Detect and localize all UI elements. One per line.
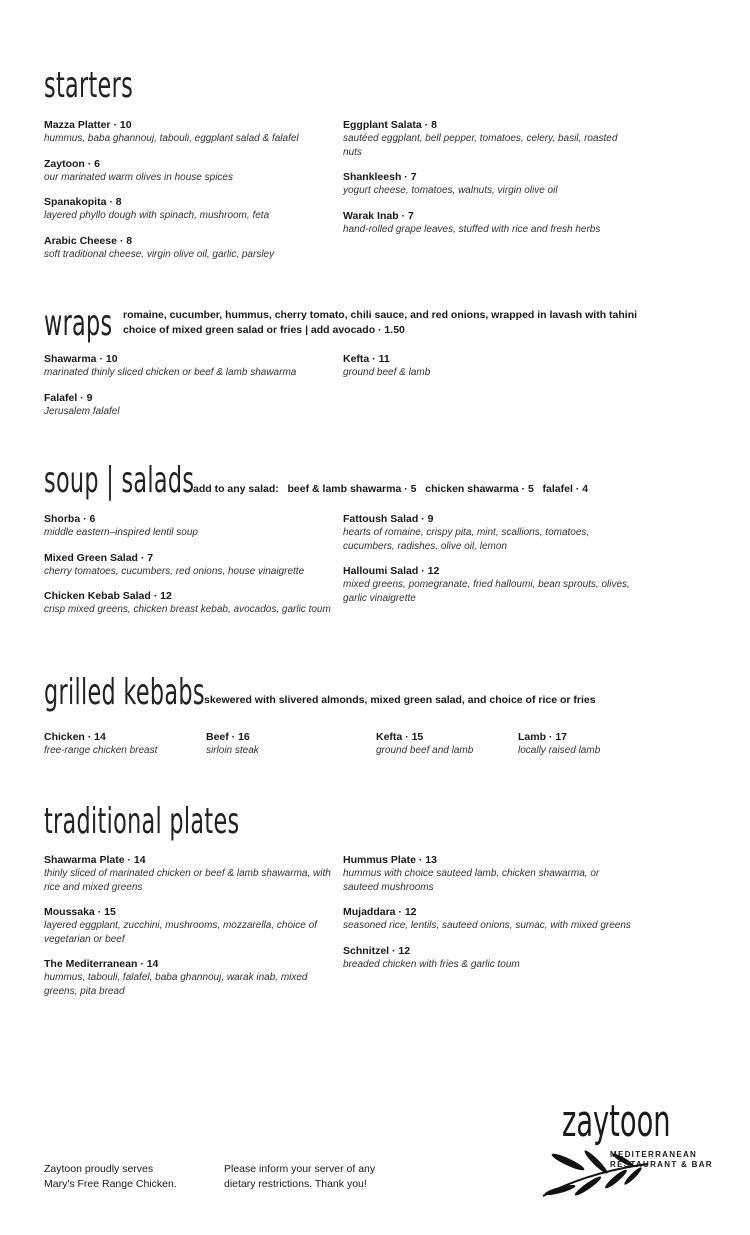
chicken-note-line-1: Zaytoon proudly serves — [44, 1163, 154, 1175]
menu-item-description: Jerusalem falafel — [44, 405, 120, 417]
menu-item-name: Shankleesh · 7 — [343, 171, 417, 183]
menu-item-description: breaded chicken with fries & garlic toum — [343, 958, 520, 970]
menu-item-name: Arabic Cheese · 8 — [44, 234, 133, 247]
menu-item-mixed-green-salad — [44, 551, 334, 579]
menu-item-shawarma-plate — [44, 853, 334, 894]
menu-item-kefta — [376, 730, 536, 758]
menu-item-description: ground beef and lamb — [376, 745, 474, 756]
menu-item-name: Mazza Platter · 10 — [44, 119, 132, 131]
zaytoon-logo — [540, 1096, 720, 1200]
menu-item-description: soft traditional cheese, virgin olive oil, garlic, parsley — [44, 248, 275, 260]
menu-item-name: Halloumi Salad · 12 — [343, 565, 440, 577]
dietary-note — [224, 1162, 375, 1192]
menu-item-description: hearts of romaine, crispy pita, mint, scallions, tomatoes, cucumbers, radishes, olive oil, lemon — [343, 527, 590, 552]
menu-item-description: hummus with choice sauteed lamb, chicken shawarma, or sauteed mushrooms — [343, 868, 600, 893]
menu-item-schnitzel — [343, 944, 633, 972]
chicken-note-line-2: Mary's Free Range Chicken. — [44, 1178, 177, 1190]
menu-item-description: mixed greens, pomegranate, fried halloumi, bean sprouts, olives, garlic vinaigrette — [343, 579, 630, 604]
menu-item-name: Shorba · 6 — [44, 513, 96, 525]
menu-item-name: Chicken · 14 — [44, 731, 106, 743]
menu-item-description: seasoned rice, lentils, sauteed onions, sumac, with mixed greens — [343, 920, 631, 931]
menu-item-name: Chicken Kebab Salad · 12 — [44, 590, 172, 602]
menu-item-name: Beef · 16 — [206, 731, 250, 743]
section-title-traditional-plates: traditional plates — [44, 801, 240, 842]
menu-item-description: free-range chicken breast — [44, 745, 158, 756]
section-title-wraps: wraps — [44, 303, 113, 344]
menu-item-lamb — [518, 730, 678, 758]
olive-branch-icon — [538, 1124, 658, 1204]
salad-addons-note: add to any salad: beef & lamb shawarma · 5 chicken shawarma · 5 falafel · 4 — [193, 483, 589, 495]
menu-item-kefta — [343, 352, 633, 380]
menu-item-name: Mujaddara · 12 — [343, 906, 417, 918]
dietary-note-line-2: dietary restrictions. Thank you! — [224, 1178, 367, 1190]
logo-wordmark: zaytoon — [562, 1096, 671, 1147]
starters-right-column — [343, 118, 633, 247]
menu-item-falafel — [44, 391, 334, 419]
menu-item-name: Kefta · 11 — [343, 353, 390, 365]
menu-item-zaytoon — [44, 157, 334, 185]
chicken-note — [44, 1162, 177, 1192]
menu-item-description: thinly sliced of marinated chicken or beef & lamb shawarma, with rice and mixed greens — [44, 868, 331, 893]
menu-item-name: Shawarma · 10 — [44, 353, 118, 365]
soup-right-column — [343, 512, 633, 616]
soup-left-column — [44, 512, 334, 628]
menu-item-description: yogurt cheese, tomatoes, walnuts, virgin olive oil — [343, 185, 558, 196]
menu-item-fattoush-salad — [343, 512, 633, 553]
menu-item-description: crisp mixed greens, chicken breast kebab, avocados, garlic toum — [44, 604, 331, 615]
menu-item-chicken-kebab-salad — [44, 589, 334, 617]
menu-item-name: Spanakopita · 8 — [44, 196, 122, 208]
menu-item-name: Fattoush Salad · 9 — [343, 513, 434, 525]
menu-item-description: hummus, baba ghannouj, tabouli, eggplant salad & falafel — [44, 133, 299, 144]
menu-item-description: ground beef & lamb — [343, 367, 431, 378]
dietary-note-line-1: Please inform your server of any — [224, 1163, 376, 1175]
menu-item-spanakopita — [44, 195, 334, 223]
menu-item-description: layered eggplant, zucchini, mushrooms, mozzarella, choice of vegetarian or beef — [44, 920, 317, 945]
menu-item-description: sautéed eggplant, bell pepper, tomatoes, celery, basil, roasted nuts — [343, 133, 618, 158]
menu-item-description: locally raised lamb — [518, 745, 601, 756]
menu-item-hummus-plate — [343, 853, 633, 894]
section-title-kebabs: grilled kebabs — [44, 672, 205, 713]
menu-item-description: hummus, tabouli, falafel, baba ghannouj, warak inab, mixed greens, pita bread — [44, 972, 308, 997]
menu-item-name: Lamb · 17 — [518, 731, 568, 743]
menu-item-description: marinated thinly sliced chicken or beef & lamb shawarma — [44, 367, 297, 378]
wraps-note-1: romaine, cucumber, hummus, cherry tomato, chili sauce, and red onions, wrapped in lavash with tahini — [123, 309, 638, 321]
wraps-right-column — [343, 352, 633, 391]
menu-item-description: hand-rolled grape leaves, stuffed with rice and fresh herbs — [343, 223, 601, 235]
plates-left-column — [44, 853, 334, 1009]
menu-item-eggplant-salata — [343, 118, 633, 159]
menu-item-name: Shawarma Plate · 14 — [44, 854, 146, 866]
kebabs-note: skewered with slivered almonds, mixed green salad, and choice of rice or fries — [204, 694, 596, 706]
logo-subtitle-2: RESTAURANT & BAR — [610, 1160, 713, 1169]
menu-item-mujaddara — [343, 905, 633, 933]
menu-item-name: The Mediterranean · 14 — [44, 958, 159, 970]
menu-item-name: Moussaka · 15 — [44, 906, 116, 918]
menu-item-shankleesh — [343, 170, 633, 198]
menu-item-name: Kefta · 15 — [376, 731, 424, 743]
menu-item-arabic-cheese — [44, 234, 334, 262]
menu-item-description: middle eastern–inspired lentil soup — [44, 527, 198, 538]
menu-item-name: Mixed Green Salad · 7 — [44, 551, 154, 564]
wraps-note-2: choice of mixed green salad or fries | add avocado · 1.50 — [123, 324, 405, 336]
logo-subtitle-1: MEDITERRANEAN — [610, 1150, 698, 1159]
menu-item-mazza-platter — [44, 118, 334, 146]
menu-item-description: sirloin steak — [206, 745, 259, 756]
section-title-soup-salads: soup | salads — [44, 460, 195, 501]
menu-item-name: Zaytoon · 6 — [44, 157, 101, 170]
section-title-starters: starters — [44, 65, 134, 106]
menu-item-chicken — [44, 730, 204, 758]
menu-item-the-mediterranean — [44, 957, 334, 998]
starters-left-column — [44, 118, 334, 272]
menu-item-shawarma — [44, 352, 334, 380]
menu-item-name: Schnitzel · 12 — [343, 944, 411, 957]
menu-item-description: layered phyllo dough with spinach, mushroom, feta — [44, 210, 270, 221]
menu-item-beef — [206, 730, 366, 758]
plates-right-column — [343, 853, 633, 982]
menu-item-name: Warak Inab · 7 — [343, 209, 414, 222]
menu-item-shorba — [44, 512, 334, 540]
menu-item-name: Falafel · 9 — [44, 391, 93, 404]
wraps-left-column — [44, 352, 334, 429]
menu-item-moussaka — [44, 905, 334, 946]
menu-item-description: cherry tomatoes, cucumbers, red onions, house vinaigrette — [44, 565, 305, 577]
menu-item-warak-inab — [343, 209, 633, 237]
menu-item-description: our marinated warm olives in house spices — [44, 171, 233, 183]
menu-item-name: Eggplant Salata · 8 — [343, 119, 437, 131]
menu-item-name: Hummus Plate · 13 — [343, 854, 437, 866]
menu-item-halloumi-salad — [343, 564, 633, 605]
